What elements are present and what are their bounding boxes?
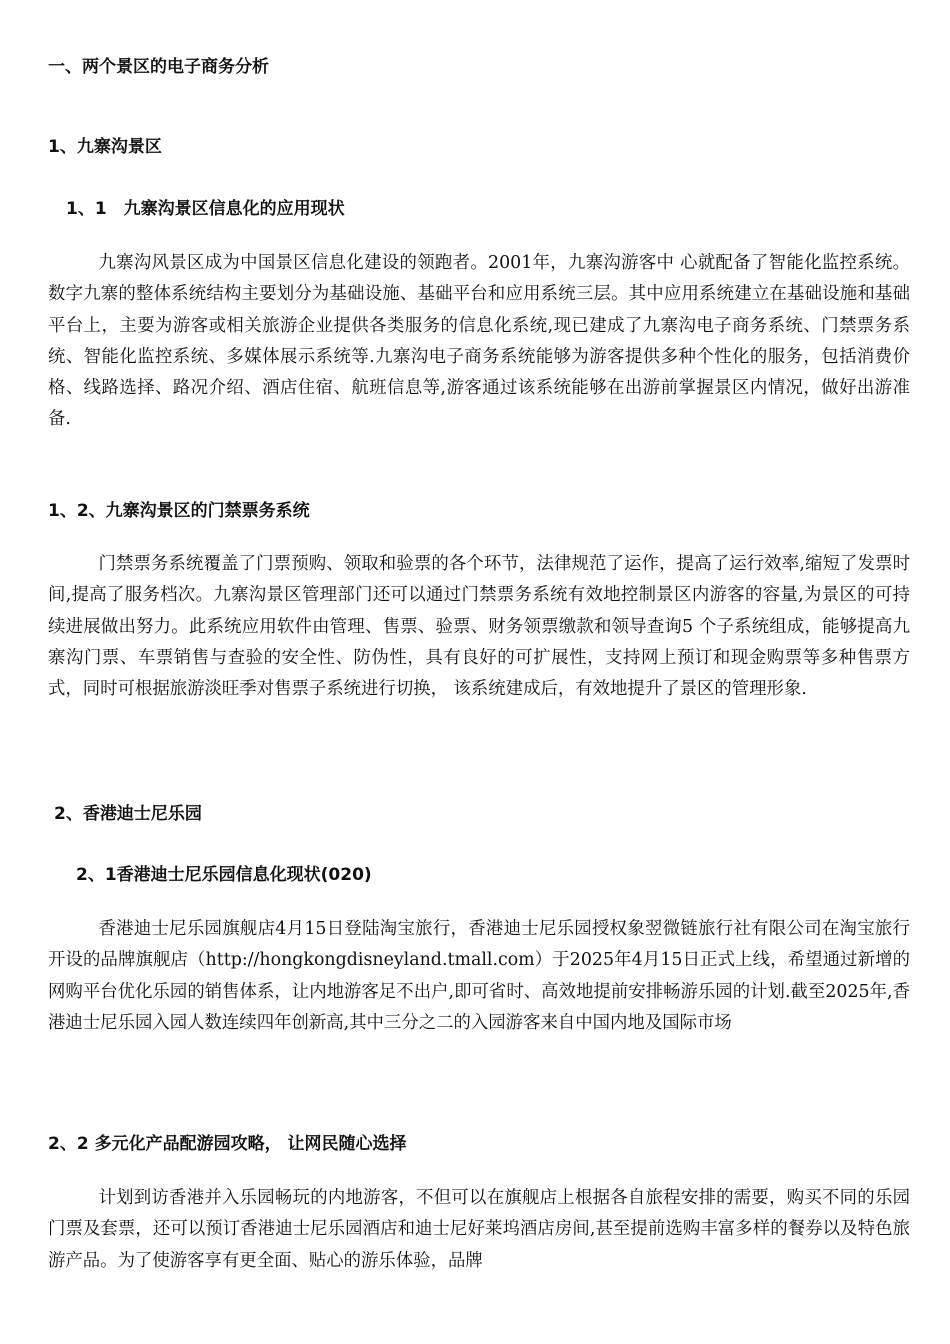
subsection-heading-1-1: 1、1 九寨沟景区信息化的应用现状 bbox=[66, 199, 345, 219]
section-heading-jiuzhaigou: 1、九寨沟景区 bbox=[48, 137, 162, 157]
paragraph-1-2: 门禁票务系统覆盖了门票预购、领取和验票的各个环节，法律规范了运作，提高了运行效率,缩短了发票时间,提高了服务档次。九寨沟景区管理部门还可以通过门禁票务系统有效地控制景区内游客的容量,为景区的可持续进展做出努力。此系统应用软件由管理、售票、验票、财务领票缴款和领导查询5 个子系统组成，能够提高九寨沟门票、车票销售与查验的安全性、防伪性，具有良好的可扩展性，支持网上预订和现金购票等多种售票方式，同时可根据旅游淡旺季对售票子系统进行切换， 该系统建成后，有效地提升了景区的管理形象. bbox=[48, 554, 910, 700]
document-title: 一、两个景区的电子商务分析 bbox=[48, 57, 269, 77]
section-heading-hk-disneyland: 2、香港迪士尼乐园 bbox=[54, 804, 202, 824]
paragraph-2-1: 香港迪士尼乐园旗舰店4月15日登陆淘宝旅行，香港迪士尼乐园授权象翌微链旅行社有限公司在淘宝旅行开设的品牌旗舰店（http://hongkongdisneyland.tmall.com）于2025年4月15日正式上线，希望通过新增的网购平台优化乐园的销售体系，让内地游客足不出户,即可省时、高效地提前安排畅游乐园的计划.截至2025年,香港迪士尼乐园入园人数连续四年创新高,其中三分之二的入园游客来自中国内地及国际市场 bbox=[48, 919, 910, 1033]
subsection-heading-2-1: 2、1香港迪士尼乐园信息化现状(020) bbox=[76, 865, 372, 885]
subsection-heading-2-2: 2、2 多元化产品配游园攻略， 让网民随心选择 bbox=[48, 1134, 407, 1154]
paragraph-2-2: 计划到访香港并入乐园畅玩的内地游客，不但可以在旗舰店上根据各自旅程安排的需要，购买不同的乐园门票及套票，还可以预订香港迪士尼乐园酒店和迪士尼好莱坞酒店房间,甚至提前选购丰富多样的餐券以及特色旅游产品。为了使游客享有更全面、贴心的游乐体验，品牌 bbox=[48, 1188, 910, 1271]
subsection-heading-1-2: 1、2、九寨沟景区的门禁票务系统 bbox=[48, 501, 310, 521]
paragraph-1-1: 九寨沟风景区成为中国景区信息化建设的领跑者。2001年，九寨沟游客中 心就配备了智能化监控系统。数字九寨的整体系统结构主要划分为基础设施、基础平台和应用系统三层。其中应用系统建立在基础设施和基础平台上，主要为游客或相关旅游企业提供各类服务的信息化系统,现已建成了九寨沟电子商务系统、门禁票务系统、智能化监控系统、多媒体展示系统等.九寨沟电子商务系统能够为游客提供多种个性化的服务，包括消费价格、线路选择、路况介绍、酒店住宿、航班信息等,游客通过该系统能够在出游前掌握景区内情况，做好出游准备. bbox=[48, 253, 910, 430]
